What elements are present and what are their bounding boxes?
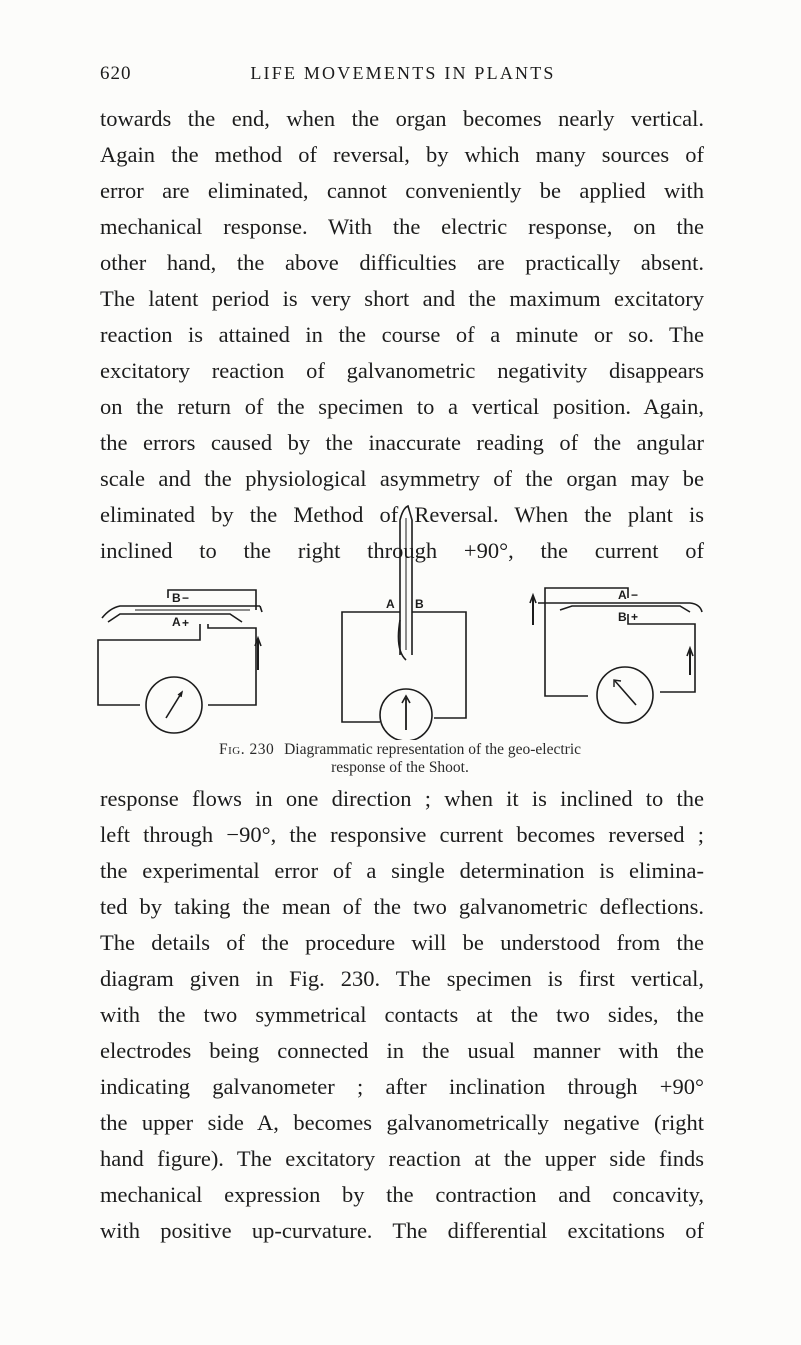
text-line: other hand, the above difficulties are practically absent. <box>100 250 704 275</box>
text-line: error are eliminated, cannot conveniently be applied with <box>100 178 704 203</box>
text-line: mechanical response. With the electric response, on the <box>100 214 704 239</box>
left-wire-return <box>208 624 256 705</box>
middle-wire-b <box>412 612 466 718</box>
text-line: electrodes being connected in the usual manner with the <box>100 1038 704 1063</box>
text-line: diagram given in Fig. 230. The specimen is first vertical, <box>100 966 704 991</box>
middle-label-b: B <box>415 597 424 611</box>
running-header <box>100 63 706 87</box>
left-label-b: B <box>172 591 181 605</box>
right-label-a: A <box>618 588 627 602</box>
figure-caption-label: Fig. 230 <box>218 741 275 758</box>
left-shoot-tip <box>260 606 262 612</box>
text-line: the errors caused by the inaccurate reading of the angular <box>100 430 704 455</box>
middle-wire-a <box>342 612 400 722</box>
text-line: reaction is attained in the course of a minute or so. The <box>100 322 704 347</box>
text-line: eliminated by the Method of Reversal. When the plant is <box>100 502 704 527</box>
middle-diagram <box>342 506 466 740</box>
middle-label-a: A <box>386 597 395 611</box>
left-shoot-upper-edge <box>102 606 260 618</box>
figure-caption-line-2: response of the Shoot. <box>331 759 469 776</box>
right-galvanometer <box>597 667 653 723</box>
right-diagram <box>530 588 702 723</box>
text-line: ted by taking the mean of the two galvanometric deflections. <box>100 894 704 919</box>
left-diagram <box>98 590 262 733</box>
text-line: scale and the physiological asymmetry of the organ may be <box>100 466 704 491</box>
text-line: The details of the procedure will be understood from the <box>100 930 704 955</box>
text-line: towards the end, when the organ becomes nearly vertical. <box>100 106 704 131</box>
left-label-a: A <box>172 615 181 629</box>
left-sign-b: − <box>182 591 190 605</box>
text-line: indicating galvanometer ; after inclination through +90° <box>100 1074 704 1099</box>
left-sign-a: + <box>182 616 190 630</box>
right-galvanometer-needle <box>615 681 636 705</box>
text-line: the experimental error of a single determination is elimina- <box>100 858 704 883</box>
text-line: on the return of the specimen to a vertical position. Again, <box>100 394 704 419</box>
figure-caption <box>90 740 710 760</box>
text-line: response flows in one direction ; when it is inclined to the <box>100 786 704 811</box>
text-line: mechanical expression by the contraction and concavity, <box>100 1182 704 1207</box>
right-sign-a: − <box>631 588 639 602</box>
right-wire-b <box>628 614 695 692</box>
text-line: Again the method of reversal, by which many sources of <box>100 142 704 167</box>
bottom-paragraph <box>100 781 704 1249</box>
text-line: The latent period is very short and the maximum excitatory <box>100 286 704 311</box>
text-line: left through −90°, the responsive current becomes reversed ; <box>100 822 704 847</box>
right-label-b: B <box>618 610 627 624</box>
figure-230 <box>90 500 710 776</box>
top-paragraph <box>100 101 704 569</box>
text-line: with the two symmetrical contacts at the two sides, the <box>100 1002 704 1027</box>
running-title: LIFE MOVEMENTS IN PLANTS <box>250 63 556 83</box>
text-line: inclined to the right through +90°, the current of <box>100 538 704 563</box>
text-line: excitatory reaction of galvanometric negativity disappears <box>100 358 704 383</box>
text-line: the upper side A, becomes galvanometrically negative (right <box>100 1110 704 1135</box>
figure-caption-text: Diagrammatic representation of the geo-electric <box>284 741 582 758</box>
geo-electric-diagram <box>90 500 710 740</box>
page-number: 620 <box>100 63 132 84</box>
left-galvanometer-needle <box>166 692 182 718</box>
right-sign-b: + <box>631 610 639 624</box>
text-line: with positive up-curvature. The differential excitations of <box>100 1218 704 1243</box>
text-line: hand figure). The excitatory reaction at the upper side finds <box>100 1146 704 1171</box>
